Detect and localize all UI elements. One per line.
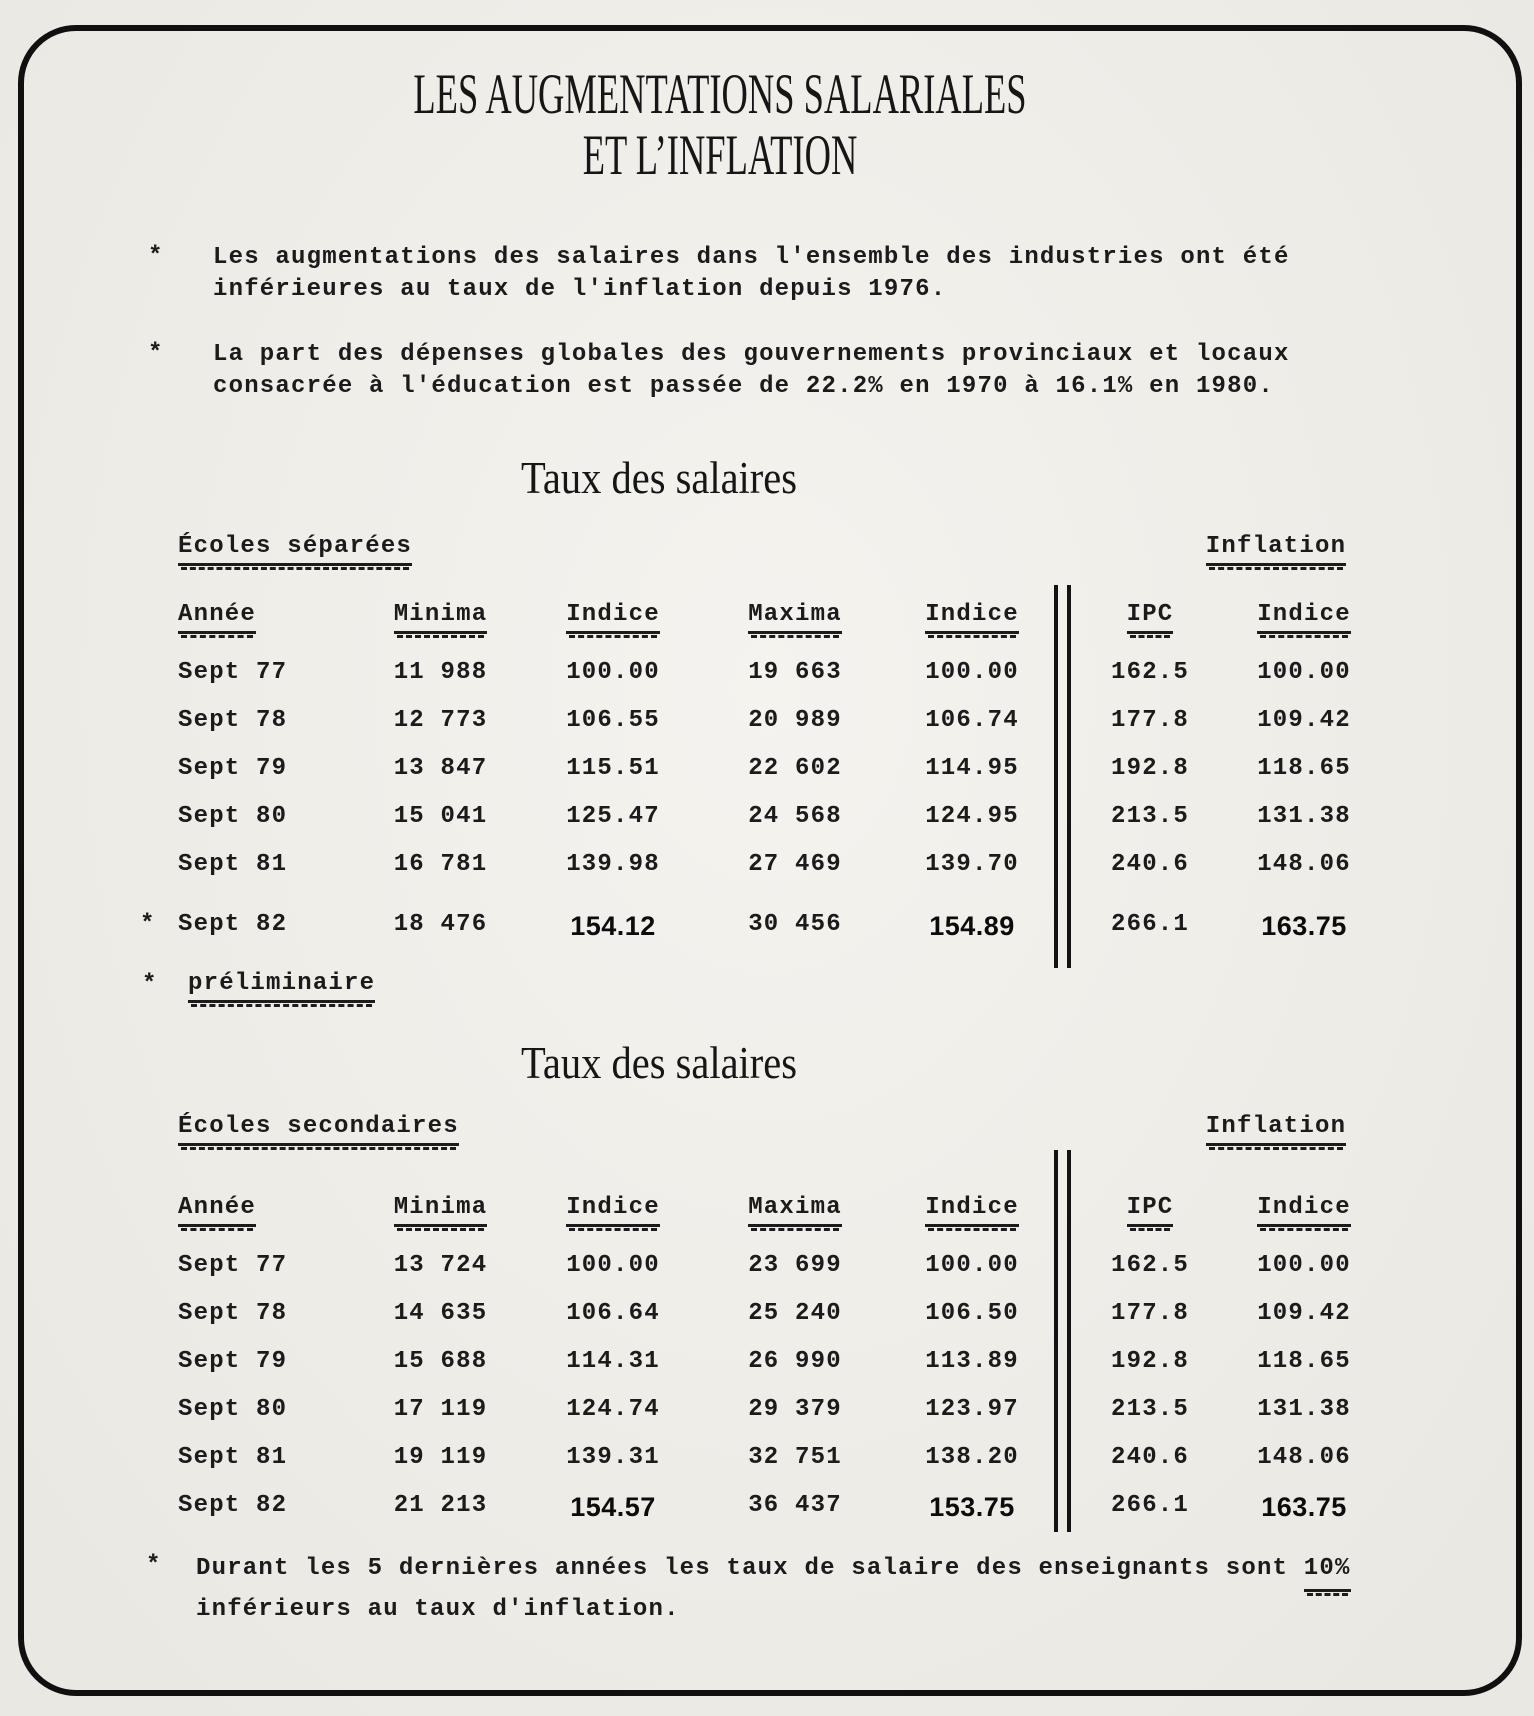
cell-maxima: 22 602 [748,755,842,782]
cell-maxima: 32 751 [748,1444,842,1471]
footnote-text [196,1551,1396,1627]
cell-minima: 15 688 [393,1348,488,1375]
cell-minima: 13 724 [393,1252,488,1279]
bullet-line-2: inférieures au taux de l'inflation depuis 1976. [213,276,947,303]
cell-minima: 11 988 [393,659,488,686]
header-indice-ipc: Indice [1225,601,1383,634]
bullet-line-1: Les augmentations des salaires dans l'ensemble des industries ont été [213,244,1290,271]
header-indice-ipc: Indice [1225,1194,1383,1227]
cell-indice-min: 106.55 [566,707,660,734]
cell-indice-min: 115.51 [566,755,660,782]
cell-indice-min: 154.12 [570,911,656,941]
table-row [0,1252,1534,1300]
bullet-text [213,339,1423,403]
header-ipc: IPC [1075,1194,1225,1227]
cell-indice-max: 100.00 [925,1252,1019,1279]
cell-year: Sept 80 [178,803,288,830]
asterisk-marker: * [148,340,164,367]
cell-indice-ipc: 100.00 [1257,659,1351,686]
cell-indice-min: 114.31 [566,1348,660,1375]
bullet-industries [148,242,1423,306]
cell-ipc: 266.1 [1110,911,1189,938]
cell-ipc: 177.8 [1110,707,1189,734]
cell-minima: 16 781 [393,851,488,878]
table-row [0,659,1534,707]
cell-year: Sept 77 [178,659,288,686]
asterisk-marker: * [142,971,158,998]
cell-year: Sept 79 [178,1348,288,1375]
table-body-ecoles-secondaires [0,1252,1534,1540]
cell-indice-ipc: 163.75 [1261,1492,1347,1522]
cell-year: Sept 81 [178,851,288,878]
cell-indice-max: 114.95 [925,755,1019,782]
cell-marker: * [140,911,156,938]
cell-indice-ipc: 109.42 [1257,1300,1351,1327]
table-row [0,911,1534,959]
asterisk-marker: * [148,243,164,270]
section-title-taux-des-salaires-2: Taux des salaires [520,1038,798,1088]
table-body-ecoles-separees [0,659,1534,959]
cell-minima: 21 213 [393,1492,488,1519]
cell-indice-max: 153.75 [929,1492,1015,1522]
header-ipc: IPC [1075,601,1225,634]
cell-year: Sept 82 [178,1492,288,1519]
footnote-line-1: Durant les 5 dernières années les taux de salaire des enseignants sont [196,1555,1289,1582]
cell-indice-max: 123.97 [925,1396,1019,1423]
bullet-line-2: consacrée à l'éducation est passée de 22.2% en 1970 à 16.1% en 1980. [213,373,1274,400]
footnote-line-2: inférieurs au taux d'inflation. [196,1596,680,1623]
cell-maxima: 25 240 [748,1300,842,1327]
cell-year: Sept 79 [178,755,288,782]
footnote-underlined-value: 10% [1304,1551,1351,1592]
header-indice-max: Indice [887,1194,1057,1227]
cell-year: Sept 78 [178,707,288,734]
cell-maxima: 30 456 [748,911,842,938]
cell-minima: 18 476 [393,911,488,938]
document-title-line-1: LES AUGMENTATIONS SALARIALES [413,63,1027,126]
cell-maxima: 24 568 [748,803,842,830]
cell-indice-min: 100.00 [566,659,660,686]
cell-indice-min: 100.00 [566,1252,660,1279]
inflation-label: Inflation [1196,1113,1356,1146]
header-indice-min: Indice [523,1194,703,1227]
cell-year: Sept 82 [178,911,288,938]
cell-indice-ipc: 148.06 [1257,851,1351,878]
cell-ipc: 162.5 [1110,1252,1189,1279]
cell-year: Sept 80 [178,1396,288,1423]
cell-indice-min: 125.47 [566,803,660,830]
bullet-line-1: La part des dépenses globales des gouvernements provinciaux et locaux [213,341,1290,368]
cell-ipc: 177.8 [1110,1300,1189,1327]
cell-maxima: 29 379 [748,1396,842,1423]
cell-year: Sept 81 [178,1444,288,1471]
cell-indice-ipc: 131.38 [1257,1396,1351,1423]
cell-indice-max: 113.89 [925,1348,1019,1375]
group-label-ecoles-secondaires: Écoles secondaires [178,1113,459,1146]
table-row [0,1444,1534,1492]
table-row [0,707,1534,755]
table-row [0,851,1534,899]
note-preliminaire [142,970,375,1003]
cell-indice-ipc: 100.00 [1257,1252,1351,1279]
cell-indice-ipc: 148.06 [1257,1444,1351,1471]
cell-minima: 12 773 [393,707,488,734]
cell-maxima: 36 437 [748,1492,842,1519]
cell-ipc: 266.1 [1110,1492,1189,1519]
cell-minima: 15 041 [393,803,488,830]
section-title-taux-des-salaires-1: Taux des salaires [520,453,798,503]
header-minima: Minima [358,601,523,634]
document-title-line-2: ET L’INFLATION [582,124,858,187]
cell-minima: 19 119 [393,1444,488,1471]
cell-maxima: 19 663 [748,659,842,686]
cell-indice-max: 100.00 [925,659,1019,686]
bullet-depenses [148,339,1423,403]
cell-indice-min: 106.64 [566,1300,660,1327]
cell-minima: 14 635 [393,1300,488,1327]
cell-indice-max: 124.95 [925,803,1019,830]
table-row [0,1396,1534,1444]
cell-ipc: 240.6 [1110,1444,1189,1471]
cell-ipc: 162.5 [1110,659,1189,686]
header-indice-min: Indice [523,601,703,634]
cell-indice-min: 154.57 [570,1492,656,1522]
cell-indice-max: 154.89 [929,911,1015,941]
table-row [0,1348,1534,1396]
table-row [0,1492,1534,1540]
cell-ipc: 192.8 [1110,1348,1189,1375]
note-text: préliminaire [188,970,375,1003]
cell-indice-max: 139.70 [925,851,1019,878]
cell-indice-ipc: 118.65 [1257,755,1351,782]
table-row [0,755,1534,803]
cell-maxima: 26 990 [748,1348,842,1375]
header-minima: Minima [358,1194,523,1227]
cell-indice-max: 106.50 [925,1300,1019,1327]
cell-minima: 13 847 [393,755,488,782]
inflation-label: Inflation [1196,533,1356,566]
cell-indice-min: 124.74 [566,1396,660,1423]
cell-ipc: 240.6 [1110,851,1189,878]
bullet-text [213,242,1423,306]
cell-maxima: 27 469 [748,851,842,878]
cell-year: Sept 77 [178,1252,288,1279]
cell-indice-min: 139.31 [566,1444,660,1471]
cell-indice-ipc: 163.75 [1261,911,1347,941]
cell-year: Sept 78 [178,1300,288,1327]
footnote [146,1551,1396,1627]
header-maxima: Maxima [703,1194,887,1227]
cell-indice-ipc: 109.42 [1257,707,1351,734]
table-row [0,803,1534,851]
header-annee: Année [178,1194,333,1227]
cell-ipc: 192.8 [1110,755,1189,782]
cell-indice-max: 106.74 [925,707,1019,734]
cell-maxima: 20 989 [748,707,842,734]
cell-indice-max: 138.20 [925,1444,1019,1471]
cell-maxima: 23 699 [748,1252,842,1279]
cell-indice-ipc: 118.65 [1257,1348,1351,1375]
cell-indice-ipc: 131.38 [1257,803,1351,830]
cell-indice-min: 139.98 [566,851,660,878]
cell-minima: 17 119 [393,1396,488,1423]
header-maxima: Maxima [703,601,887,634]
cell-ipc: 213.5 [1110,803,1189,830]
asterisk-marker: * [146,1552,162,1579]
header-indice-max: Indice [887,601,1057,634]
table-row [0,1300,1534,1348]
cell-ipc: 213.5 [1110,1396,1189,1423]
header-annee: Année [178,601,333,634]
group-label-ecoles-separees: Écoles séparées [178,533,412,566]
